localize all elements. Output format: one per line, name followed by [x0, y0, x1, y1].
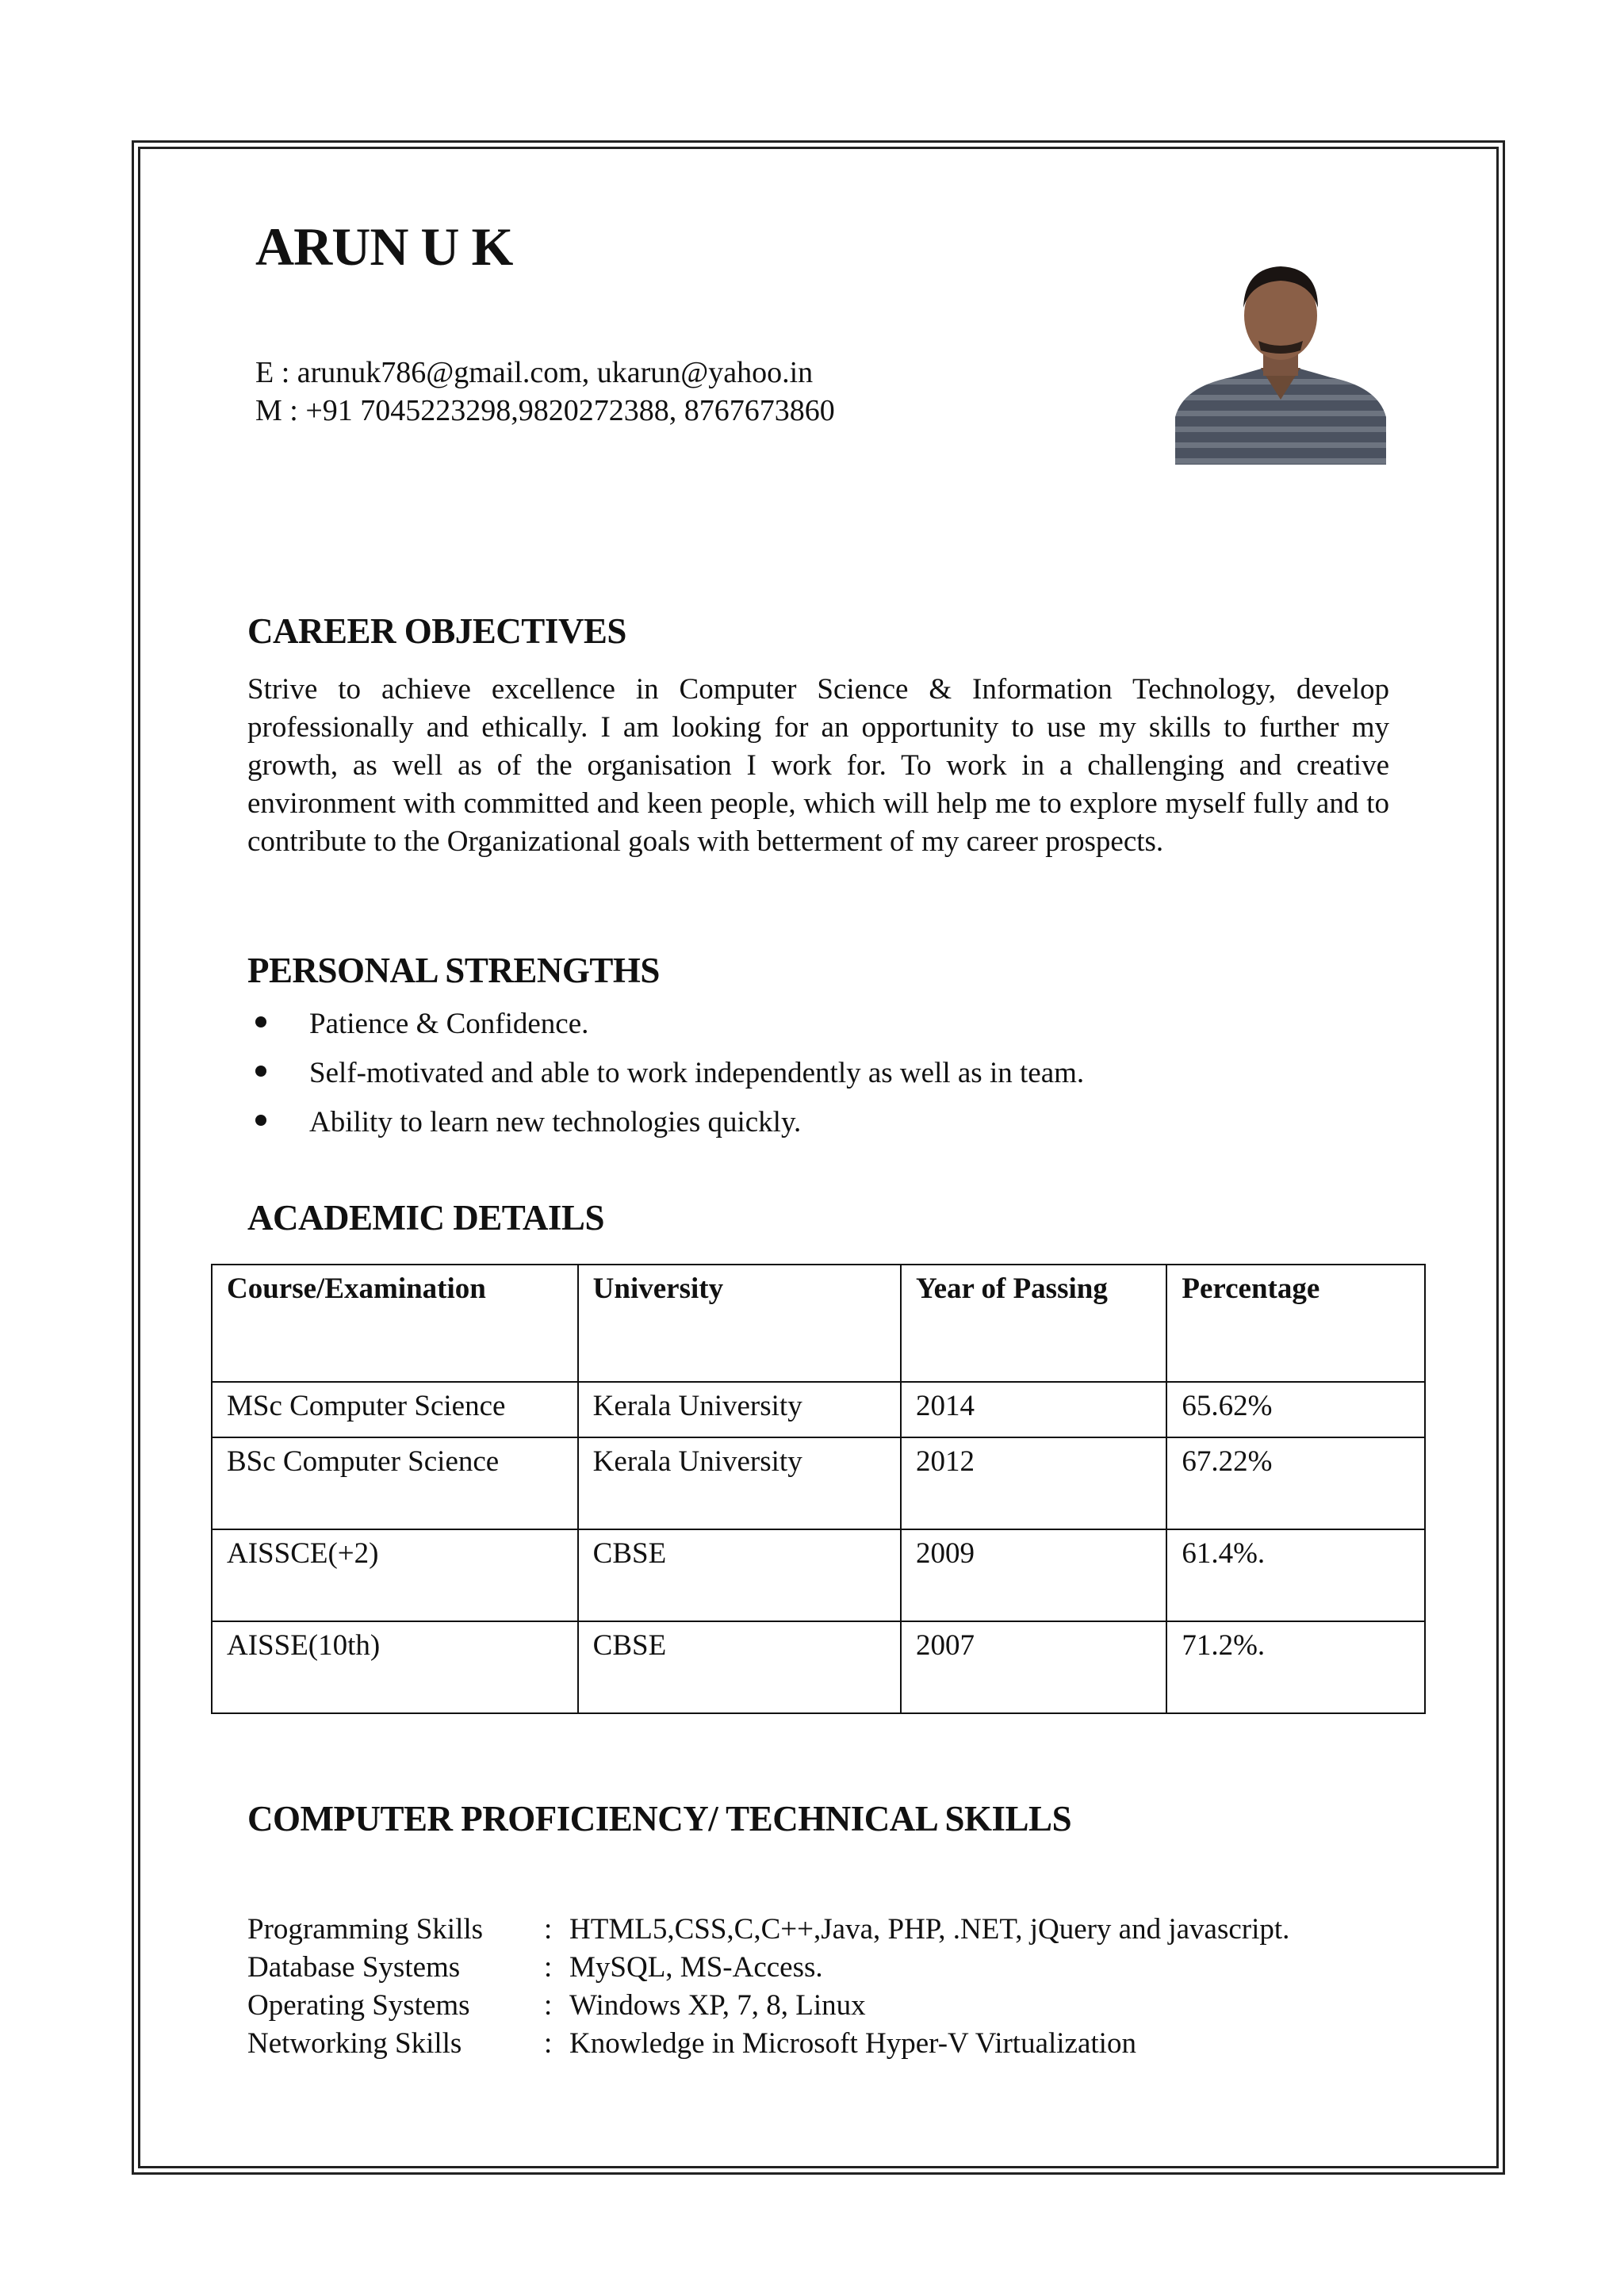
header-percentage: Percentage [1166, 1265, 1425, 1382]
profile-photo [1175, 252, 1386, 465]
cell-year: 2009 [901, 1529, 1166, 1621]
cell-university: CBSE [578, 1529, 901, 1621]
cell-percentage: 61.4%. [1166, 1529, 1425, 1621]
cell-percentage: 65.62% [1166, 1382, 1425, 1437]
candidate-name: ARUN U K [255, 216, 513, 277]
list-item: Self-motivated and able to work independently as well as in team. [247, 1056, 1084, 1105]
career-objectives-text: Strive to achieve excellence in Computer Science & Information Technology, develop professionally and ethically. I am looking for an opportunity to use my skills to further my growth, as well as of the organisation I work for. To work in a challenging and creative environment with committed and keen people, which will help me to explore myself fully and to contribute to the Organizational goals with betterment of my career prospects. [247, 673, 1389, 858]
table-row [212, 1621, 1425, 1713]
skill-label: Programming Skills [247, 1913, 484, 1946]
table-row [212, 1529, 1425, 1621]
header-course: Course/Examination [212, 1265, 578, 1382]
skill-label: Operating Systems [247, 1989, 470, 2022]
career-objectives-heading: CAREER OBJECTIVES [247, 611, 626, 651]
cell-year: 2012 [901, 1437, 1166, 1529]
skill-label: Networking Skills [247, 2027, 462, 2060]
skill-label: Database Systems [247, 1951, 461, 1984]
bullet-icon [255, 1016, 266, 1027]
cell-university: Kerala University [578, 1437, 901, 1529]
skill-value: HTML5,CSS,C,C++,Java, PHP, .NET, jQuery and javascript. [569, 1913, 1290, 1946]
mobile-line: M : +91 7045223298,9820272388, 8767673860 [255, 394, 835, 427]
cell-percentage: 71.2%. [1166, 1621, 1425, 1713]
cell-year: 2014 [901, 1382, 1166, 1437]
skill-value: MySQL, MS-Access. [569, 1951, 823, 1984]
cell-percentage: 67.22% [1166, 1437, 1425, 1529]
personal-strengths-heading: PERSONAL STRENGTHS [247, 951, 660, 990]
table-row [212, 1437, 1425, 1529]
cell-course: MSc Computer Science [212, 1382, 578, 1437]
bullet-icon [255, 1066, 266, 1077]
skill-value: Knowledge in Microsoft Hyper-V Virtualization [569, 2027, 1136, 2060]
cell-course: AISSCE(+2) [212, 1529, 578, 1621]
cell-year: 2007 [901, 1621, 1166, 1713]
bullet-icon [255, 1115, 266, 1126]
table-row [212, 1382, 1425, 1437]
cell-university: Kerala University [578, 1382, 901, 1437]
skill-separator: : [544, 1989, 553, 2022]
skill-separator: : [544, 2027, 553, 2060]
table-header-row [212, 1265, 1425, 1382]
cell-course: AISSE(10th) [212, 1621, 578, 1713]
list-item: Patience & Confidence. [247, 1007, 1084, 1056]
academic-details-heading: ACADEMIC DETAILS [247, 1198, 604, 1238]
skill-separator: : [544, 1913, 553, 1946]
academic-table [211, 1264, 1426, 1714]
strengths-list [247, 1007, 1084, 1154]
skill-value: Windows XP, 7, 8, Linux [569, 1989, 866, 2022]
cell-university: CBSE [578, 1621, 901, 1713]
skill-separator: : [544, 1951, 553, 1984]
email-line: E : arunuk786@gmail.com, ukarun@yahoo.in [255, 356, 814, 389]
list-item: Ability to learn new technologies quickly. [247, 1105, 1084, 1154]
header-year: Year of Passing [901, 1265, 1166, 1382]
cell-course: BSc Computer Science [212, 1437, 578, 1529]
header-university: University [578, 1265, 901, 1382]
technical-skills-heading: COMPUTER PROFICIENCY/ TECHNICAL SKILLS [247, 1799, 1072, 1839]
